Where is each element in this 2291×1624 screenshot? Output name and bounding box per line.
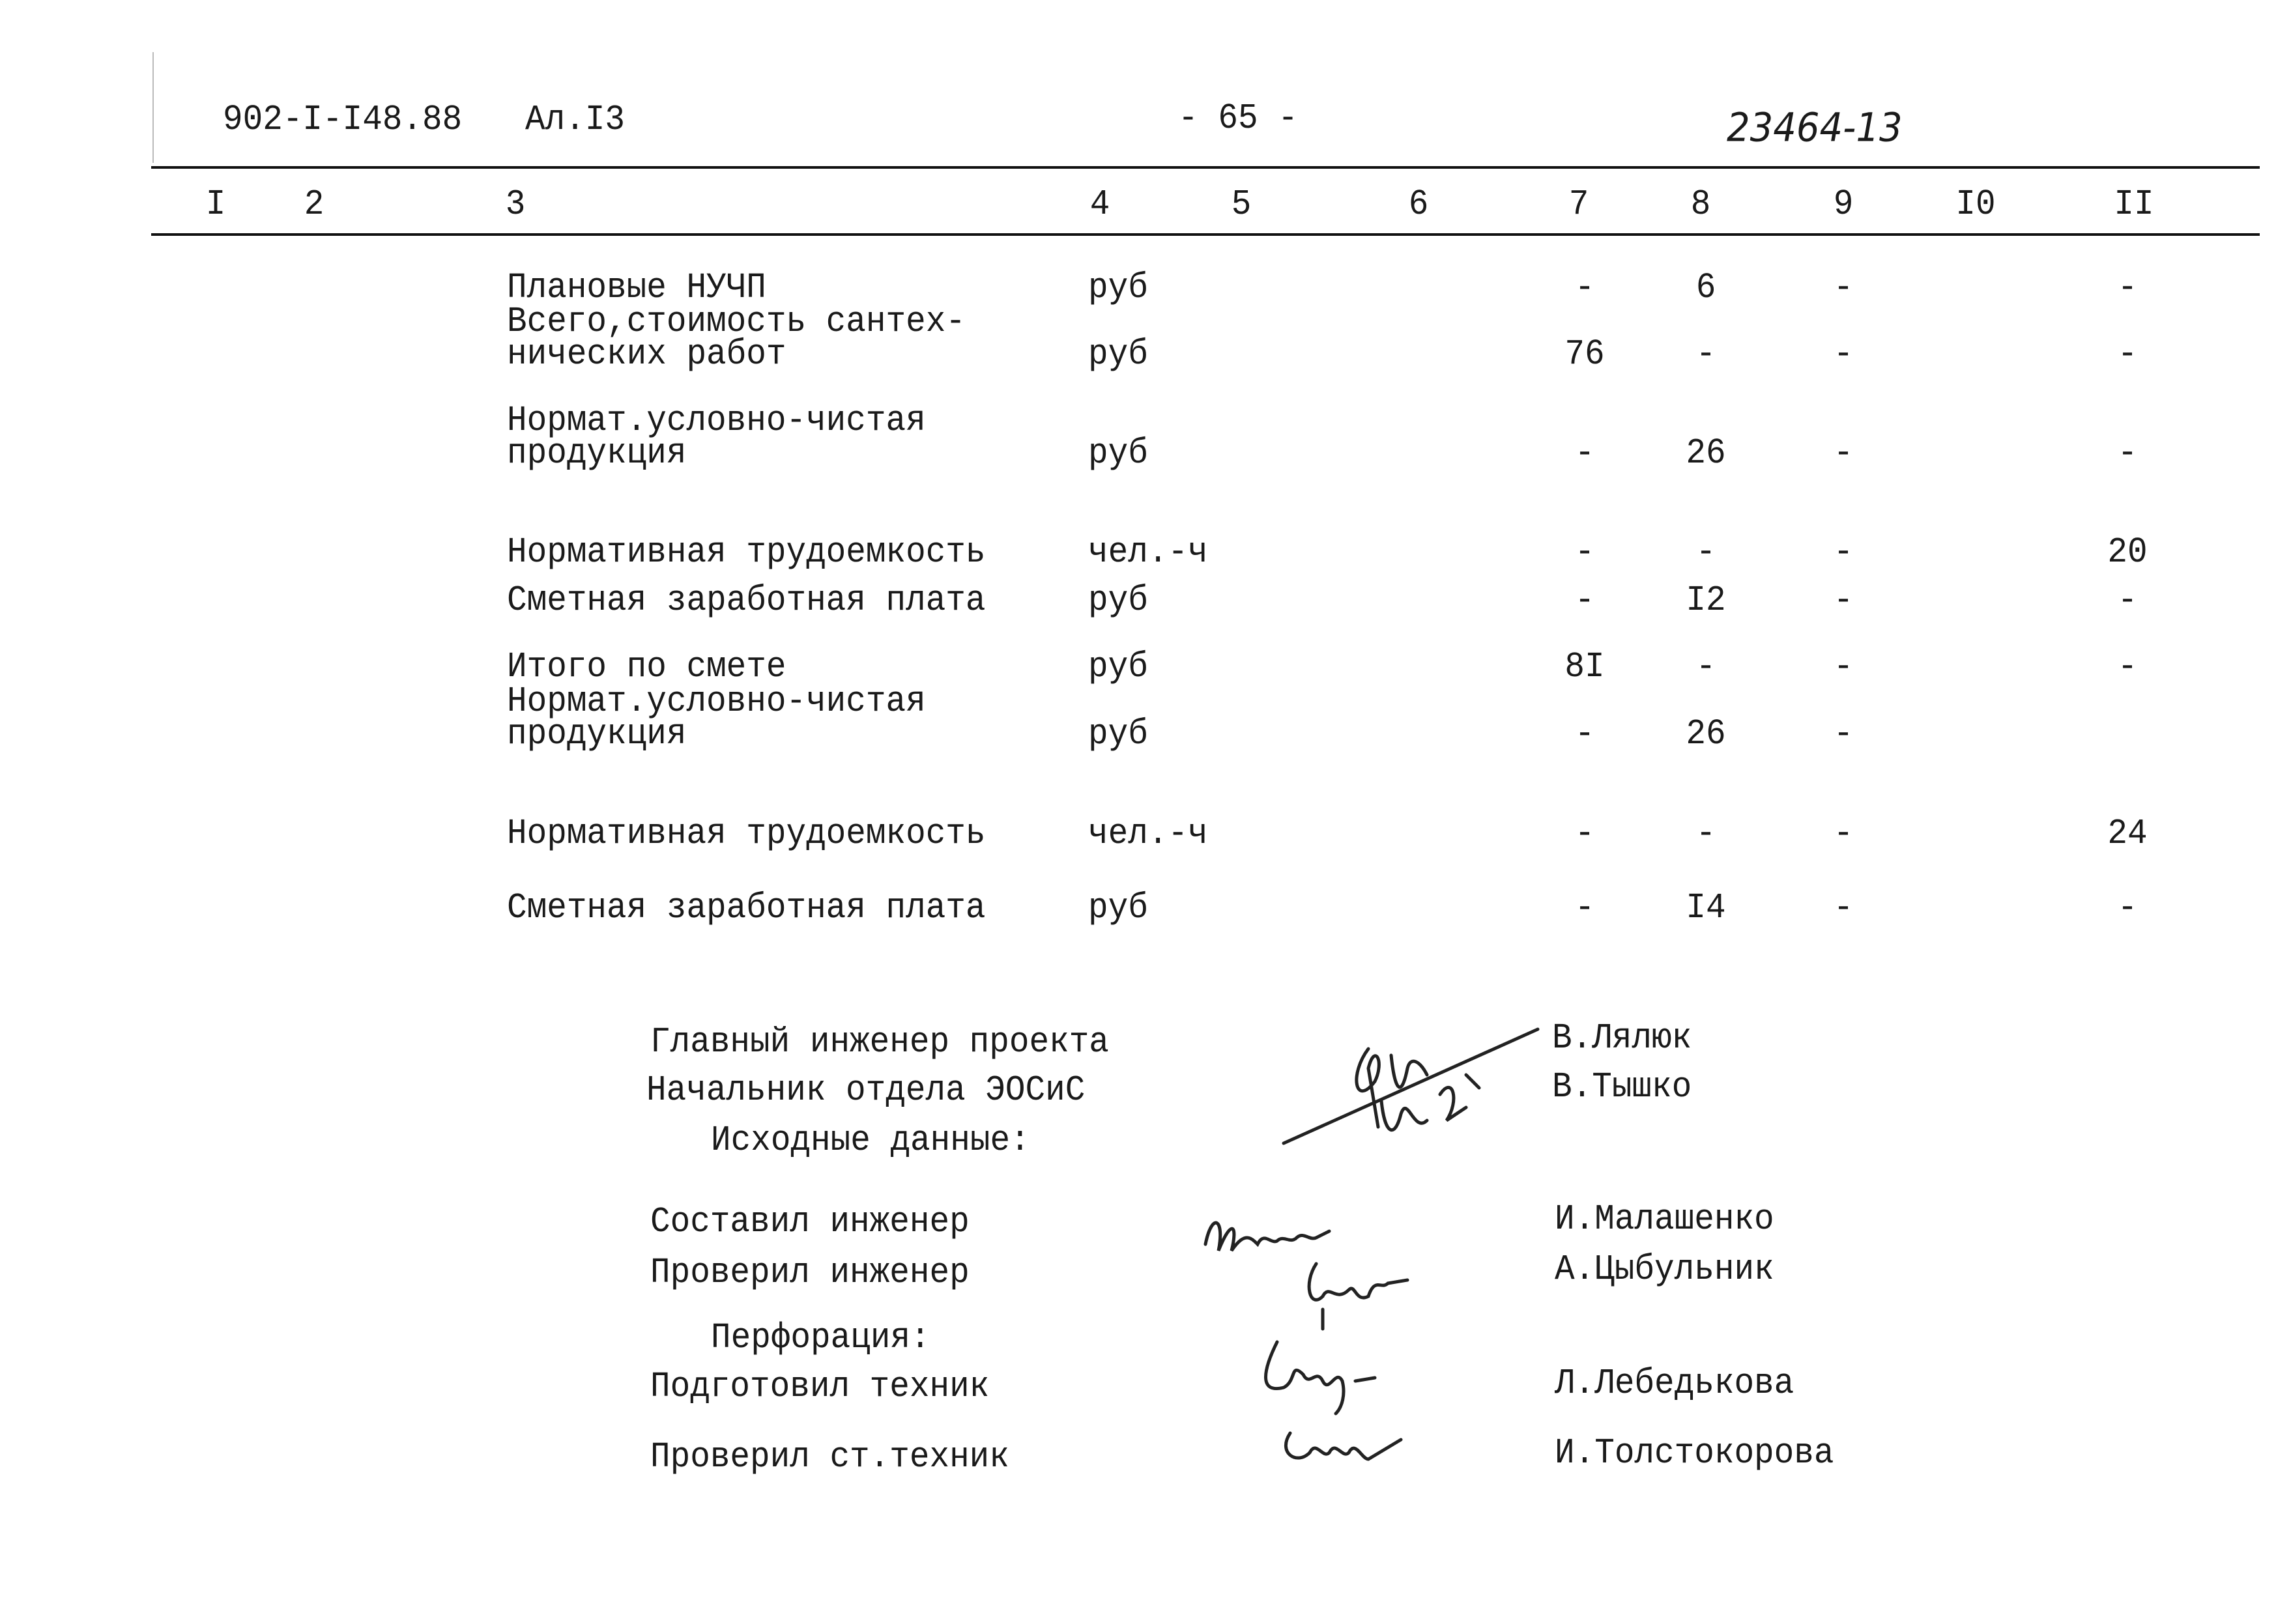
cell-c7: 76: [1564, 334, 1605, 375]
cell-c7: -: [1574, 888, 1595, 929]
cell-c8: -: [1695, 814, 1716, 855]
cell-c7: -: [1574, 268, 1595, 309]
signature-prepared-checked2: [1251, 1329, 1447, 1485]
perforation-label: Перфорация:: [711, 1318, 930, 1359]
row-name: Нормат.условно-чистая: [507, 681, 926, 722]
cell-c9: -: [1833, 647, 1854, 688]
column-number: 3: [505, 184, 526, 225]
chief-engineer-label: Главный инженер проекта: [650, 1022, 1109, 1063]
cell-c11: -: [2117, 433, 2138, 474]
checked-name: А.Цыбульник: [1555, 1249, 1774, 1290]
cell-c8: -: [1695, 647, 1716, 688]
cell-c11: -: [2117, 580, 2138, 621]
compiled-label: Составил инженер: [650, 1202, 970, 1243]
column-number: I: [205, 184, 226, 225]
row-unit: руб: [1088, 580, 1148, 621]
row-name: продукция: [507, 433, 687, 474]
page-number: - 65 -: [1178, 98, 1298, 139]
column-number: II: [2114, 184, 2154, 225]
cell-c7: -: [1574, 714, 1595, 755]
row-name: нических работ: [507, 334, 786, 375]
chief-engineer-name: В.Лялюк: [1552, 1018, 1692, 1059]
checked-label: Проверил инженер: [650, 1253, 970, 1294]
prepared-name: Л.Лебедькова: [1555, 1363, 1794, 1404]
dept-head-label: Начальник отдела ЭОСиС: [646, 1070, 1086, 1111]
compiled-name: И.Малашенко: [1555, 1199, 1774, 1240]
row-name: Сметная заработная плата: [507, 580, 986, 621]
cell-c11: -: [2117, 888, 2138, 929]
column-number: 2: [304, 184, 324, 225]
row-unit: руб: [1088, 714, 1148, 755]
cell-c7: -: [1574, 433, 1595, 474]
cell-c11: 20: [2107, 532, 2148, 573]
cell-c7: -: [1574, 814, 1595, 855]
prepared-label: Подготовил техник: [650, 1367, 990, 1408]
column-number: 7: [1568, 184, 1589, 225]
cell-c11: -: [2117, 334, 2138, 375]
cell-c9: -: [1833, 814, 1854, 855]
inventory-number: 23464-13: [1727, 105, 1903, 151]
column-number: 5: [1231, 184, 1252, 225]
row-name: Нормат.условно-чистая: [507, 401, 926, 442]
cell-c7: -: [1574, 580, 1595, 621]
cell-c9: -: [1833, 268, 1854, 309]
column-number: 8: [1690, 184, 1711, 225]
row-name: Сметная заработная плата: [507, 888, 986, 929]
row-name: Итого по смете: [507, 647, 786, 688]
row-name: продукция: [507, 714, 687, 755]
row-name: Нормативная трудоемкость: [507, 814, 986, 855]
cell-c8: I4: [1686, 888, 1726, 929]
source-data-label: Исходные данные:: [711, 1120, 1030, 1161]
row-unit: руб: [1088, 268, 1148, 309]
cell-c8: -: [1695, 334, 1716, 375]
row-name: Нормативная трудоемкость: [507, 532, 986, 573]
margin-line: [152, 52, 154, 163]
doc-code: 902-I-I48.88: [223, 100, 463, 141]
column-number: 9: [1833, 184, 1854, 225]
cell-c9: -: [1833, 888, 1854, 929]
cell-c11: -: [2117, 647, 2138, 688]
column-number: 6: [1408, 184, 1429, 225]
row-name: Плановые НУЧП: [507, 268, 766, 309]
signature-chief: [1271, 1003, 1564, 1160]
cell-c11: -: [2117, 268, 2138, 309]
row-unit: руб: [1088, 647, 1148, 688]
row-name: Всего,стоимость сантех-: [507, 302, 966, 343]
column-number: 4: [1089, 184, 1110, 225]
header-rule: [151, 166, 2260, 169]
column-rule: [151, 233, 2260, 236]
cell-c7: 8I: [1564, 647, 1605, 688]
sheet-number: Ал.I3: [525, 100, 626, 141]
cell-c11: 24: [2107, 814, 2148, 855]
signature-compiled-checked: [1192, 1205, 1466, 1335]
row-unit: чел.-ч: [1088, 814, 1208, 855]
row-unit: руб: [1088, 888, 1148, 929]
column-number: I0: [1955, 184, 1996, 225]
cell-c9: -: [1833, 334, 1854, 375]
cell-c8: 26: [1686, 714, 1726, 755]
row-unit: руб: [1088, 334, 1148, 375]
row-unit: чел.-ч: [1088, 532, 1208, 573]
cell-c9: -: [1833, 580, 1854, 621]
cell-c8: 26: [1686, 433, 1726, 474]
checked2-name: И.Толстокорова: [1555, 1433, 1834, 1474]
checked2-label: Проверил ст.техник: [650, 1437, 1009, 1478]
dept-head-name: В.Тышко: [1552, 1067, 1692, 1108]
cell-c7: -: [1574, 532, 1595, 573]
cell-c8: -: [1695, 532, 1716, 573]
row-unit: руб: [1088, 433, 1148, 474]
cell-c9: -: [1833, 433, 1854, 474]
cell-c9: -: [1833, 532, 1854, 573]
cell-c9: -: [1833, 714, 1854, 755]
cell-c8: I2: [1686, 580, 1726, 621]
cell-c8: 6: [1695, 268, 1716, 309]
